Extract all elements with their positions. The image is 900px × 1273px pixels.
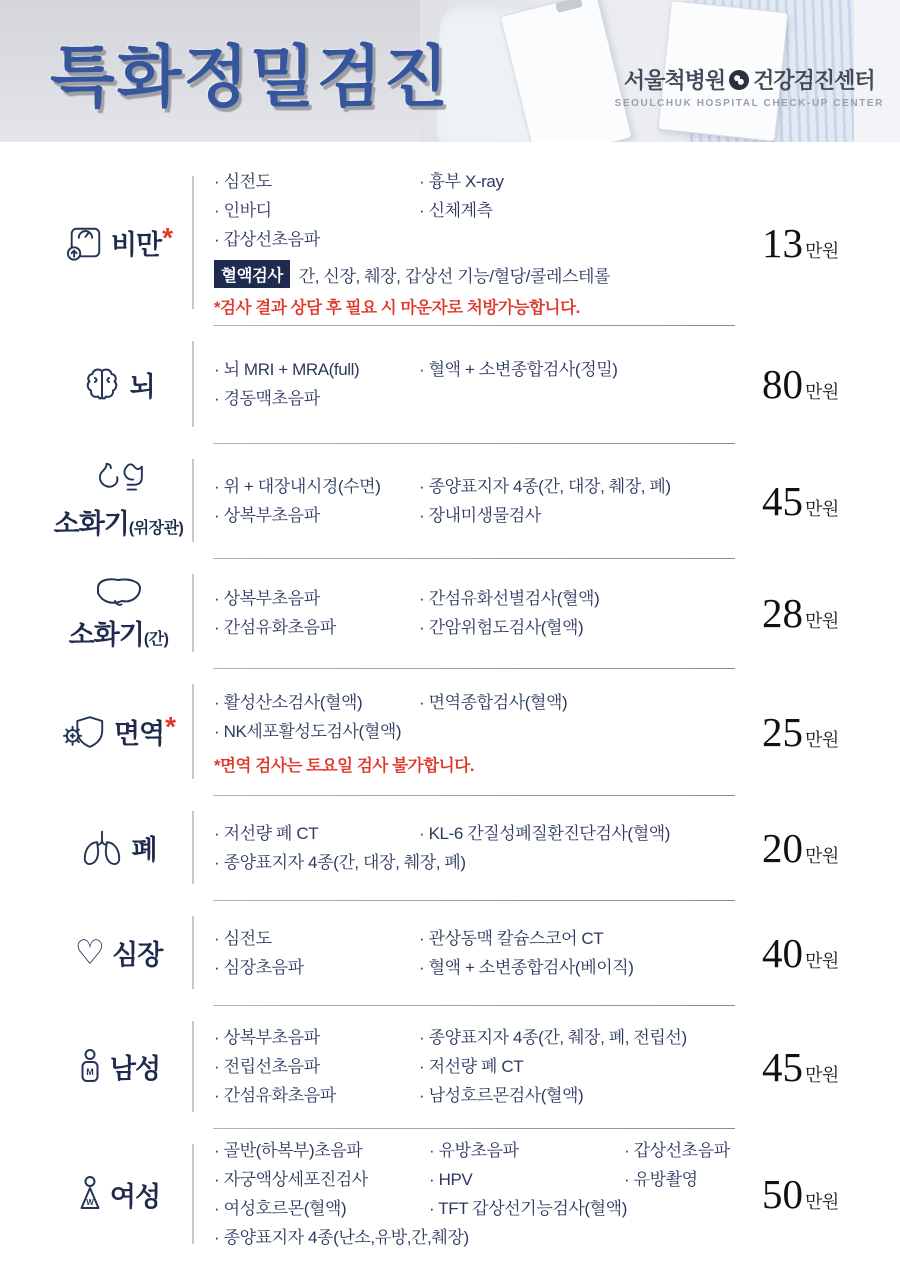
exam-item: · 종양표지자 4종(간, 췌장, 폐, 전립선) <box>419 1028 687 1047</box>
category-label <box>114 712 174 751</box>
package-list <box>0 160 900 1260</box>
header <box>0 0 900 142</box>
exam-item: · 간섬유화초음파 <box>214 1086 336 1105</box>
package-row-heart <box>0 900 900 1005</box>
exam-item: · 골반(하복부)초음파 <box>214 1141 363 1160</box>
package-row-female <box>0 1128 900 1260</box>
package-row-male <box>0 1005 900 1128</box>
category <box>45 443 192 558</box>
asterisk-marker: * <box>162 222 173 253</box>
exam-item: · 남성호르몬검사(혈액) <box>419 1086 584 1105</box>
exam-item: · HPV <box>429 1170 473 1189</box>
exam-item: · 자궁액상세포진검사 <box>214 1170 368 1189</box>
exam-item: · 면역종합검사(혈액) <box>419 692 568 712</box>
exam-item: · 인바디 <box>214 201 272 220</box>
scale-icon <box>66 224 104 262</box>
exam-item: · 간섬유화선별검사(혈액) <box>419 589 600 608</box>
price-value: 40 <box>762 929 803 976</box>
package-row-digestive-gi <box>0 443 900 558</box>
category-label-text: 소화기 <box>53 509 129 539</box>
svg-text:W: W <box>86 1198 94 1207</box>
svg-text:M: M <box>86 1066 94 1077</box>
package-row-immune <box>0 668 900 795</box>
liver-icon <box>94 575 144 611</box>
price-value: 45 <box>762 1043 803 1090</box>
price <box>762 708 839 756</box>
category-label <box>110 1175 160 1214</box>
asterisk-marker: * <box>165 711 176 742</box>
category-label <box>69 613 169 652</box>
category-label-text: 심장 <box>112 940 163 970</box>
exam-item: · 간섬유화초음파 <box>214 618 336 637</box>
exam-item: · 갑상선초음파 <box>624 1141 730 1160</box>
category <box>45 795 192 900</box>
package-row-digestive-liver <box>0 558 900 668</box>
price-value: 20 <box>762 824 803 871</box>
price-unit: 만원 <box>805 1064 839 1085</box>
category-label-text: 여성 <box>109 1181 161 1212</box>
price-unit: 만원 <box>805 240 839 261</box>
price-value: 50 <box>762 1171 803 1217</box>
category-label <box>112 933 162 972</box>
exam-item: · 여성호르몬(혈액) <box>214 1199 347 1218</box>
category-label-text: 비만 <box>110 230 162 260</box>
blood-test-badge: 혈액검사 <box>214 260 290 288</box>
category <box>45 1005 192 1128</box>
price-value: 28 <box>762 590 803 636</box>
exam-item: · 장내미생물검사 <box>419 505 541 525</box>
price <box>762 824 839 872</box>
exam-item: · 혈액 + 소변종합검사(정밀) <box>419 360 618 379</box>
price <box>762 1043 839 1091</box>
price-unit: 만원 <box>805 611 839 631</box>
exam-item: · 흉부 X-ray <box>419 172 504 191</box>
footnote: *면역 검사는 토요일 검사 불가합니다. <box>214 756 475 775</box>
category <box>45 1128 192 1260</box>
exam-item: · 상복부초음파 <box>214 589 320 608</box>
exam-item: · 간암위험도검사(혈액) <box>419 618 584 637</box>
price-value: 45 <box>762 477 803 524</box>
category-label-text: 뇌 <box>129 371 155 402</box>
category-label-text: 면역 <box>113 719 165 749</box>
price <box>762 929 839 977</box>
exam-item: · 종양표지자 4종(간, 대장, 췌장, 폐) <box>419 476 671 496</box>
category-label-text: 소화기 <box>68 619 144 650</box>
exam-item: · 상복부초음파 <box>214 1028 320 1047</box>
price <box>762 589 839 637</box>
category-label-sub: (간) <box>143 630 169 648</box>
category <box>45 160 192 325</box>
exam-item: · 위 + 대장내시경(수면) <box>214 476 381 496</box>
exam-item: · 뇌 MRI + MRA(full) <box>214 360 360 379</box>
exam-item: · 신체계측 <box>419 201 493 220</box>
package-row-lung <box>0 795 900 900</box>
exam-item: · 전립선초음파 <box>214 1057 320 1076</box>
category-label-text: 남성 <box>109 1054 161 1084</box>
logo-subtitle: SEOULCHUK HOSPITAL CHECK-UP CENTER <box>614 98 884 109</box>
price <box>762 219 839 267</box>
hospital-logo-icon <box>729 70 749 90</box>
heart-icon: ♡ <box>74 933 106 972</box>
package-row-brain <box>0 325 900 443</box>
logo-text-right: 건강검진센터 <box>753 68 875 93</box>
category-label <box>54 502 184 541</box>
blood-test-detail: 간, 신장, 췌장, 갑상선 기능/혈당/콜레스테롤 <box>298 266 611 286</box>
category-label <box>110 1047 160 1086</box>
price-unit: 만원 <box>805 950 839 971</box>
category-label <box>131 828 156 867</box>
logo-text-left: 서울척병원 <box>623 68 726 93</box>
price-unit: 만원 <box>805 1192 839 1212</box>
page-title: 특화정밀검진 <box>50 40 451 115</box>
category <box>45 558 192 668</box>
category-label-sub: (위장관) <box>128 520 184 537</box>
exam-item: · 저선량 폐 CT <box>214 823 319 843</box>
price-unit: 만원 <box>805 382 839 402</box>
exam-item: · 심전도 <box>214 172 272 191</box>
exam-item: · 심전도 <box>214 928 272 948</box>
price <box>762 360 839 408</box>
exam-item: · 활성산소검사(혈액) <box>214 692 363 712</box>
price-unit: 만원 <box>805 498 839 519</box>
brain-icon <box>82 366 122 402</box>
category <box>45 900 192 1005</box>
exam-item: · 저선량 폐 CT <box>419 1057 524 1076</box>
price-value: 80 <box>762 361 803 407</box>
package-row-obesity <box>0 160 900 325</box>
price-value: 25 <box>762 708 803 755</box>
exam-item: · 상복부초음파 <box>214 505 320 525</box>
footnote: *검사 결과 상담 후 필요 시 마운자로 처방가능합니다. <box>214 299 580 317</box>
immune-icon <box>63 712 107 752</box>
exam-item: · 갑상선초음파 <box>214 230 320 249</box>
category-label <box>111 223 171 262</box>
category-label-text: 폐 <box>131 835 157 865</box>
exam-item: · 종양표지자 4종(난소,유방,간,췌장) <box>214 1228 469 1247</box>
price-unit: 만원 <box>805 845 839 866</box>
lungs-icon <box>80 828 124 868</box>
category <box>45 325 192 443</box>
exam-item: · 유방초음파 <box>429 1141 519 1160</box>
female-icon <box>77 1175 103 1213</box>
exam-item: · KL-6 간질성폐질환진단검사(혈액) <box>419 823 671 843</box>
category <box>45 668 192 795</box>
price-value: 13 <box>762 219 803 266</box>
hospital-logo <box>615 64 884 109</box>
exam-item: · 종양표지자 4종(간, 대장, 췌장, 폐) <box>214 852 466 872</box>
exam-item: · 심장초음파 <box>214 957 304 977</box>
price <box>762 477 839 525</box>
exam-item: · NK세포활성도검사(혈액) <box>214 721 402 741</box>
exam-item: · 혈액 + 소변종합검사(베이직) <box>419 957 634 977</box>
exam-item: · 경동맥초음파 <box>214 389 320 408</box>
exam-item: · 관상동맥 칼슘스코어 CT <box>419 928 604 948</box>
price-unit: 만원 <box>805 729 839 750</box>
male-icon <box>77 1048 103 1086</box>
category-label <box>129 365 154 404</box>
exam-item: · TFT 갑상선기능검사(혈액) <box>429 1199 627 1218</box>
price <box>762 1170 839 1218</box>
digestive-icon <box>92 460 146 500</box>
exam-item: · 유방촬영 <box>624 1170 698 1189</box>
